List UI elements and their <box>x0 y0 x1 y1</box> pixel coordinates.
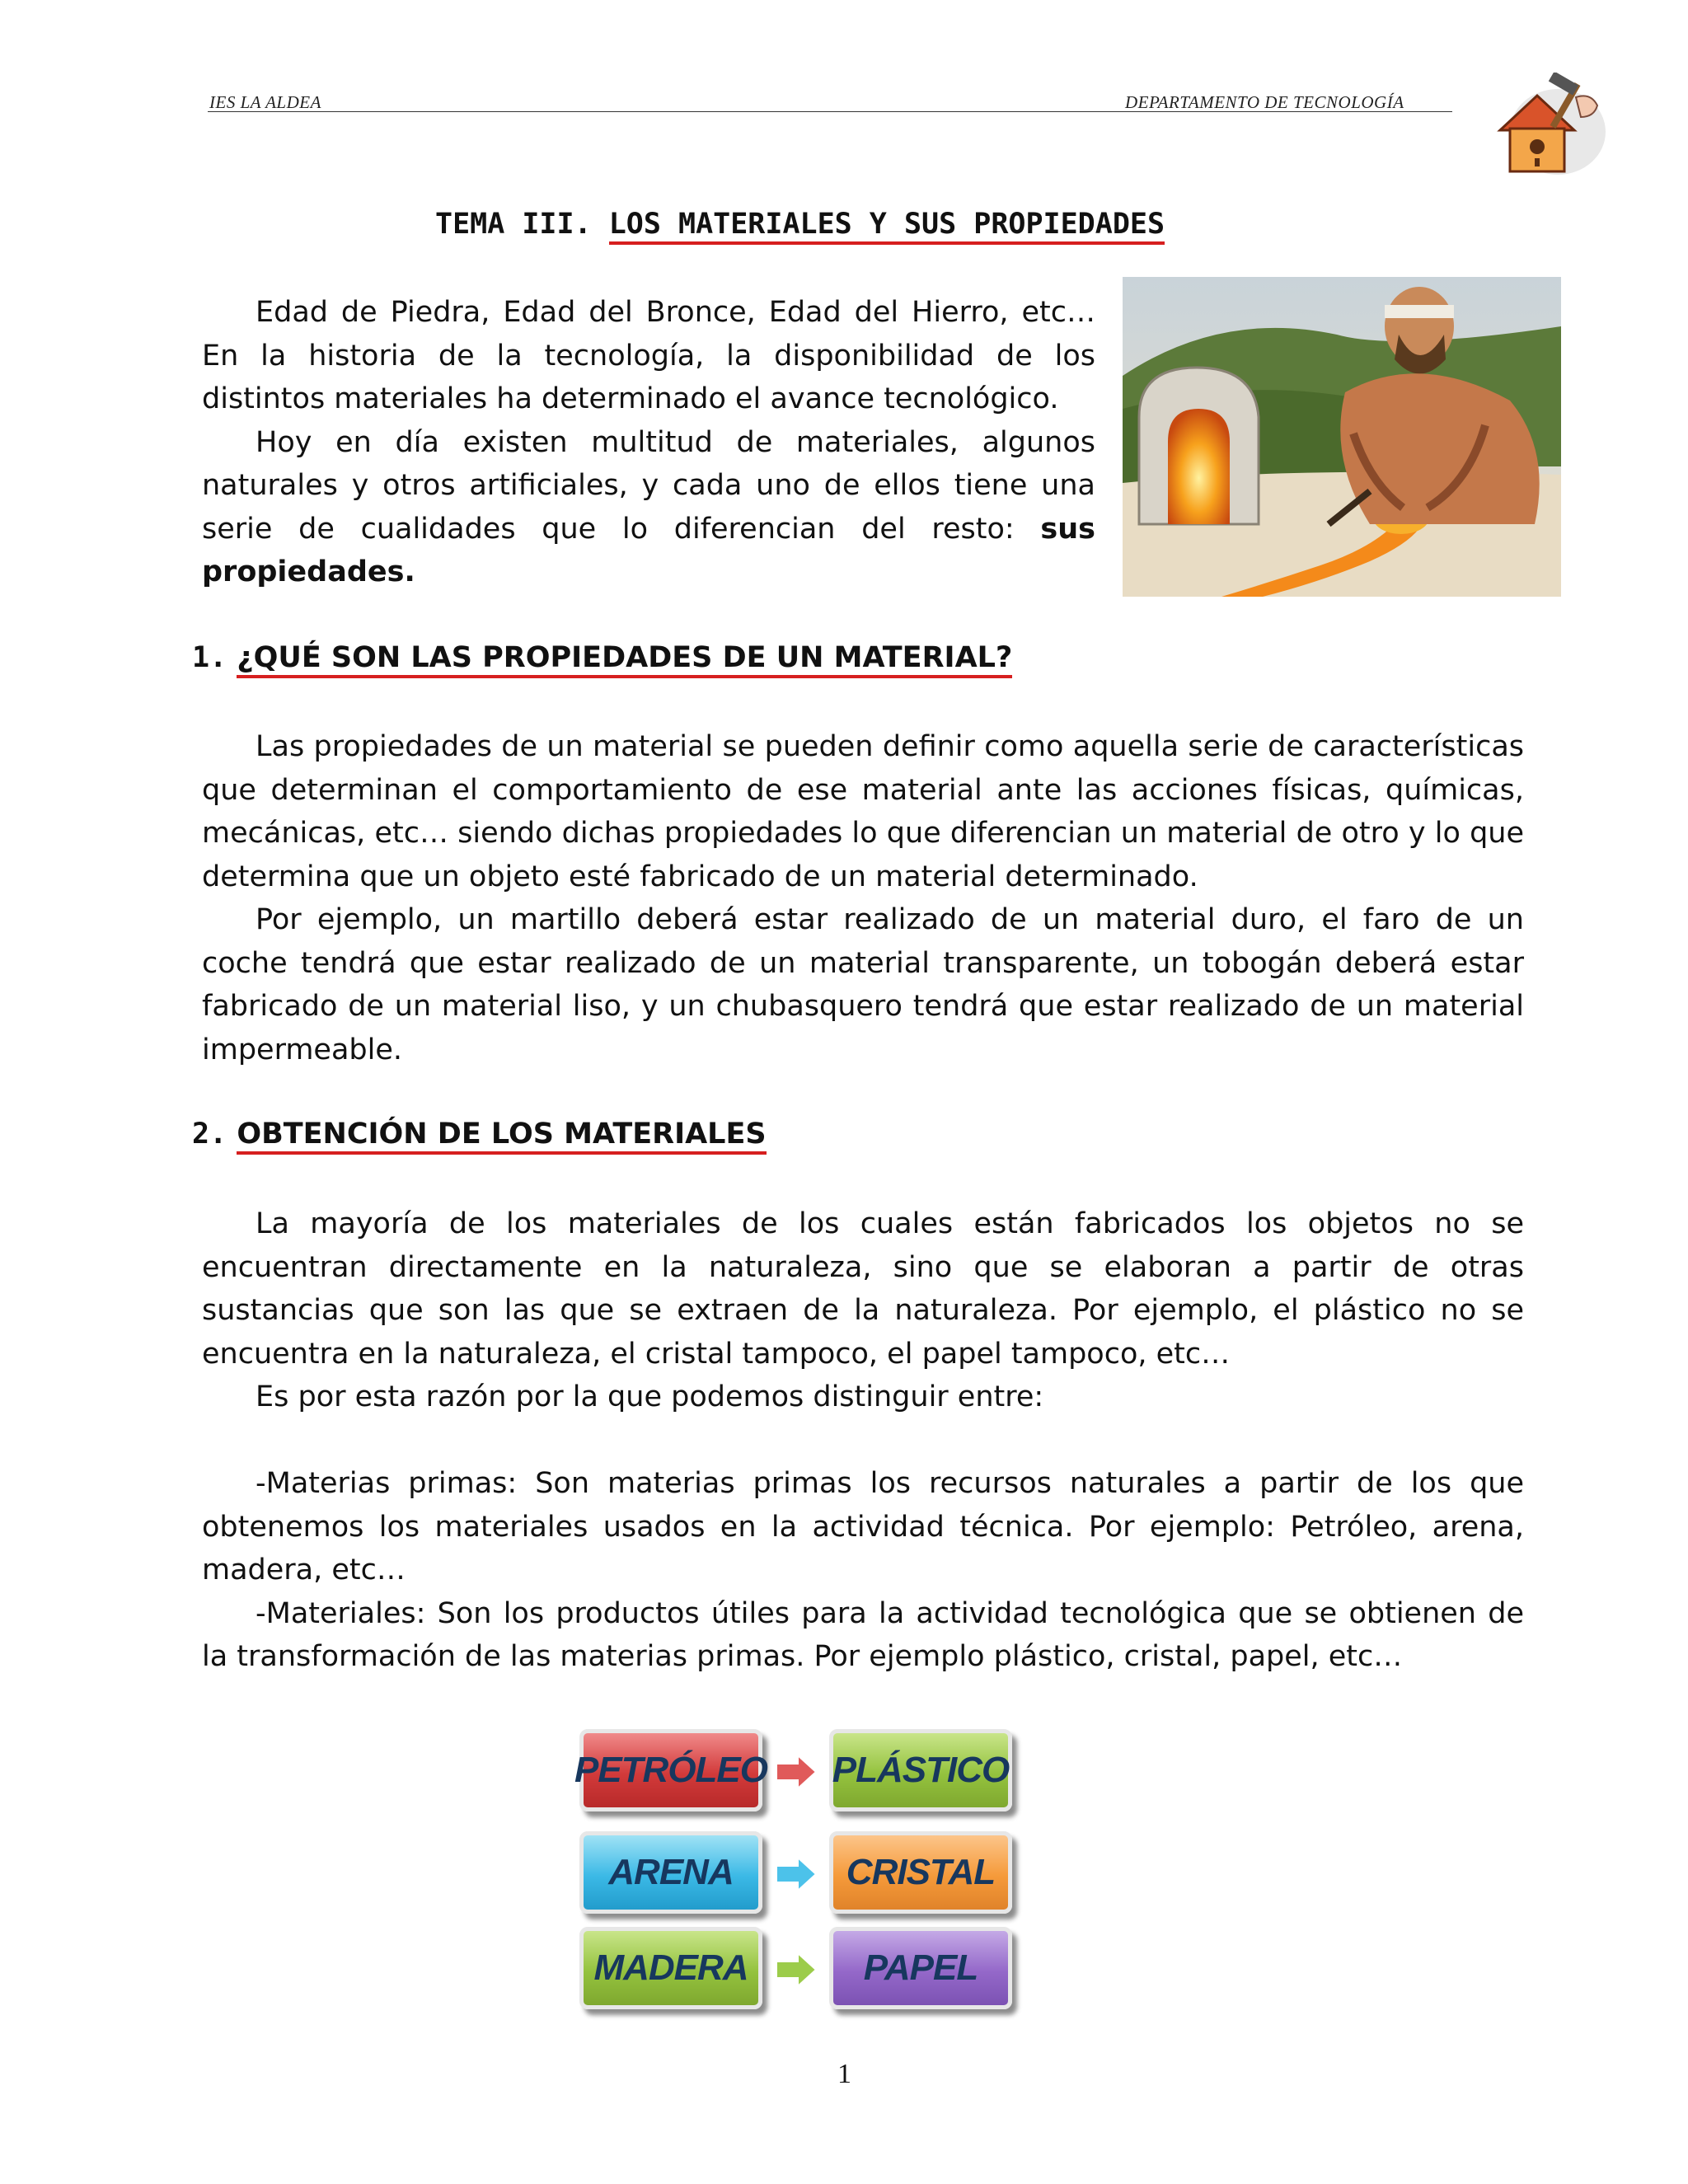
arrow-right-icon <box>775 1856 818 1892</box>
section-2-title: OBTENCIÓN DE LOS MATERIALES <box>237 1118 766 1155</box>
intro-paragraph-1: Edad de Piedra, Edad del Bronce, Edad del Hierro, etc… En la historia de la tecnología, la disponibilidad de los distintos materiales ha determinado el avance tecnológico. <box>202 296 1095 415</box>
arrow-right-icon <box>775 1952 818 1988</box>
page-number: 1 <box>837 2059 851 2089</box>
intro-paragraph-2 <box>202 421 1095 594</box>
intro-paragraph-2-bold: sus propiedades. <box>202 512 1095 588</box>
section-1-text <box>202 725 1524 1071</box>
section-2-paragraph-2: Es por esta razón por la que podemos distinguir entre: <box>256 1380 1044 1413</box>
raw-material-box-arena: ARENA <box>579 1831 762 1914</box>
section-1-paragraph-1: Las propiedades de un material se pueden definir como aquella serie de características que determinan el comportamiento de ese material ante las acciones físicas, químicas, mecánicas, etc… siendo dichas propiedades lo que diferencian un material de otro y lo que determina que un objeto esté fabricado de un material determinado. <box>202 730 1524 893</box>
title-prefix: TEMA III. <box>435 208 592 241</box>
section-2-text <box>202 1202 1524 1679</box>
material-box-cristal: CRISTAL <box>829 1831 1012 1914</box>
section-1-title: ¿QUÉ SON LAS PROPIEDADES DE UN MATERIAL? <box>237 641 1012 678</box>
section-1-paragraph-2: Por ejemplo, un martillo deberá estar realizado de un material duro, el faro de un coche tendrá que estar realizado de un material transparente, un tobogán deberá estar fabricado de un material liso, y un chubasquero tendrá que estar realizado de un material impermeable. <box>202 903 1524 1066</box>
header-right: DEPARTAMENTO DE TECNOLOGÍA <box>1125 92 1404 112</box>
arrow-right-icon <box>775 1754 818 1790</box>
title-main: LOS MATERIALES Y SUS PROPIEDADES <box>609 208 1165 245</box>
material-box-papel: PAPEL <box>829 1927 1012 2009</box>
section-2-spacer <box>202 1419 1524 1463</box>
material-box-plastico: PLÁSTICO <box>829 1729 1012 1811</box>
intro-text <box>202 291 1095 594</box>
raw-material-box-petroleo: PETRÓLEO <box>579 1729 762 1811</box>
section-2-number: 2. <box>192 1118 227 1151</box>
header-left: IES LA ALDEA <box>209 92 321 112</box>
page-title <box>435 208 1165 241</box>
section-1-number: 1. <box>192 641 227 674</box>
section-1-heading <box>192 641 1012 674</box>
blacksmith-illustration <box>1123 277 1561 597</box>
section-2-heading <box>192 1118 767 1151</box>
raw-material-box-madera: MADERA <box>579 1927 762 2009</box>
section-2-paragraph-3: -Materias primas: Son materias primas los recursos naturales a partir de los que obtenemos los materiales usados en la actividad técnica. Por ejemplo: Petróleo, arena, madera, etc… <box>202 1467 1524 1586</box>
section-2-paragraph-1: La mayoría de los materiales de los cuales están fabricados los objetos no se encuentran directamente en la naturaleza, sino que se elaboran a partir de otras sustancias que son las que se extraen de la naturaleza. Por ejemplo, el plástico no se encuentra en la naturaleza, el cristal tampoco, el papel tampoco, etc… <box>202 1207 1524 1371</box>
intro-paragraph-2-text: Hoy en día existen multitud de materiales, algunos naturales y otros artificiales, y cada uno de ellos tiene una serie de cualidades que lo diferencian del resto: <box>202 425 1095 546</box>
header-rule <box>208 111 1452 112</box>
department-logo-icon <box>1484 73 1607 180</box>
section-2-paragraph-4: -Materiales: Son los productos útiles para la actividad tecnológica que se obtienen de la transformación de las materias primas. Por ejemplo plástico, cristal, papel, etc… <box>202 1596 1524 1673</box>
